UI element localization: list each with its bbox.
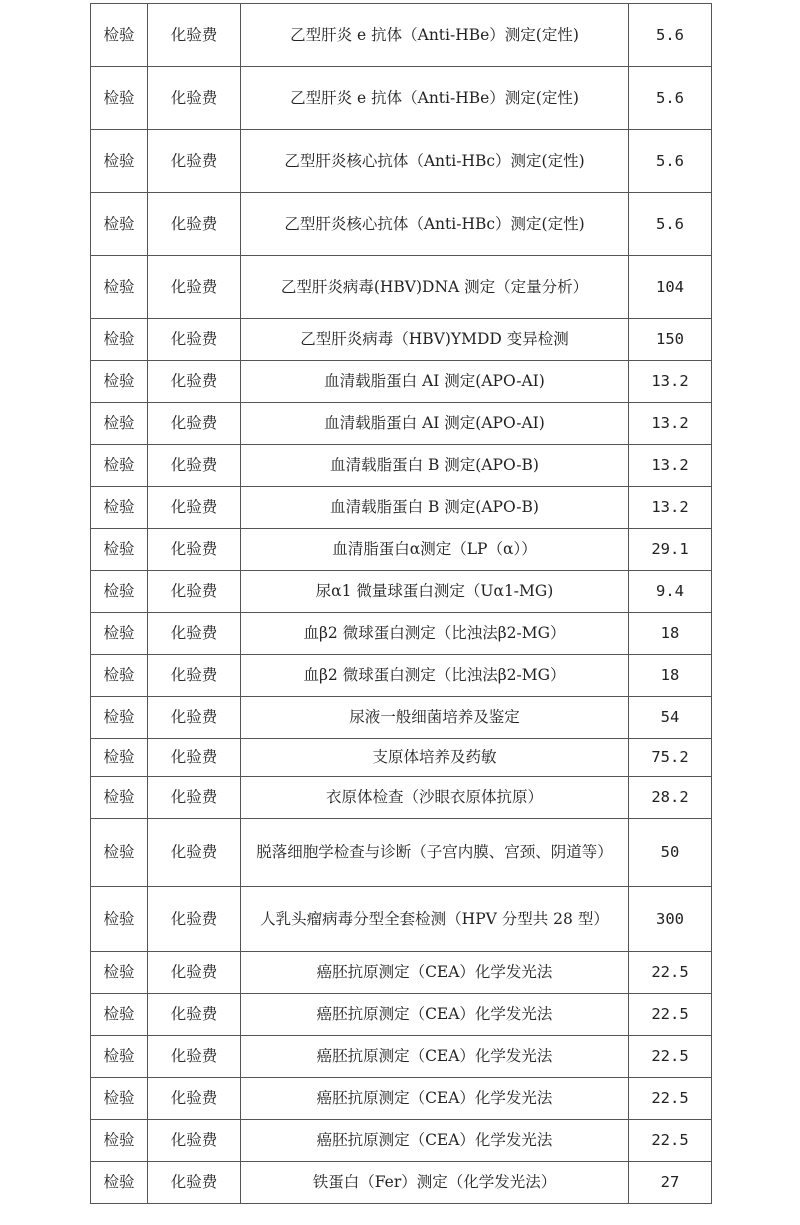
price-cell: 5.6 bbox=[629, 193, 712, 256]
item-name-cell: 癌胚抗原测定（CEA）化学发光法 bbox=[241, 1120, 629, 1162]
category-cell: 检验 bbox=[91, 952, 148, 994]
fee-type-cell: 化验费 bbox=[148, 1120, 241, 1162]
item-name-cell: 血清载脂蛋白 AI 测定(APO-AI) bbox=[241, 361, 629, 403]
category-cell: 检验 bbox=[91, 994, 148, 1036]
price-cell: 13.2 bbox=[629, 445, 712, 487]
category-cell: 检验 bbox=[91, 130, 148, 193]
item-name-cell: 尿液一般细菌培养及鉴定 bbox=[241, 697, 629, 739]
table-row bbox=[91, 1078, 712, 1120]
table-row bbox=[91, 655, 712, 697]
fee-type-cell: 化验费 bbox=[148, 571, 241, 613]
fee-type-cell: 化验费 bbox=[148, 361, 241, 403]
category-cell: 检验 bbox=[91, 887, 148, 952]
table-row bbox=[91, 1120, 712, 1162]
item-name-cell: 血β2 微球蛋白测定（比浊法β2-MG） bbox=[241, 613, 629, 655]
table-row bbox=[91, 67, 712, 130]
table-row bbox=[91, 487, 712, 529]
price-cell: 104 bbox=[629, 256, 712, 319]
table-row bbox=[91, 819, 712, 887]
table-row bbox=[91, 952, 712, 994]
table-row bbox=[91, 361, 712, 403]
price-cell: 5.6 bbox=[629, 67, 712, 130]
table-row bbox=[91, 130, 712, 193]
fee-type-cell: 化验费 bbox=[148, 994, 241, 1036]
table-row bbox=[91, 319, 712, 361]
item-name-cell: 乙型肝炎病毒(HBV)DNA 测定（定量分析） bbox=[241, 256, 629, 319]
price-cell: 150 bbox=[629, 319, 712, 361]
category-cell: 检验 bbox=[91, 403, 148, 445]
table-row bbox=[91, 777, 712, 819]
item-name-cell: 癌胚抗原测定（CEA）化学发光法 bbox=[241, 952, 629, 994]
table-row bbox=[91, 193, 712, 256]
table-row bbox=[91, 1162, 712, 1204]
fee-type-cell: 化验费 bbox=[148, 256, 241, 319]
price-cell: 13.2 bbox=[629, 403, 712, 445]
category-cell: 检验 bbox=[91, 445, 148, 487]
category-cell: 检验 bbox=[91, 319, 148, 361]
fee-type-cell: 化验费 bbox=[148, 319, 241, 361]
price-cell: 18 bbox=[629, 655, 712, 697]
table-row bbox=[91, 445, 712, 487]
category-cell: 检验 bbox=[91, 361, 148, 403]
fee-type-cell: 化验费 bbox=[148, 193, 241, 256]
price-cell: 18 bbox=[629, 613, 712, 655]
item-name-cell: 血β2 微球蛋白测定（比浊法β2-MG） bbox=[241, 655, 629, 697]
item-name-cell: 乙型肝炎 e 抗体（Anti-HBe）测定(定性) bbox=[241, 4, 629, 67]
category-cell: 检验 bbox=[91, 487, 148, 529]
fee-type-cell: 化验费 bbox=[148, 67, 241, 130]
item-name-cell: 血清载脂蛋白 B 测定(APO-B) bbox=[241, 445, 629, 487]
category-cell: 检验 bbox=[91, 739, 148, 777]
table-row bbox=[91, 256, 712, 319]
category-cell: 检验 bbox=[91, 67, 148, 130]
category-cell: 检验 bbox=[91, 819, 148, 887]
category-cell: 检验 bbox=[91, 1078, 148, 1120]
fee-type-cell: 化验费 bbox=[148, 1078, 241, 1120]
table-row bbox=[91, 887, 712, 952]
fee-type-cell: 化验费 bbox=[148, 445, 241, 487]
fee-table bbox=[90, 3, 712, 1204]
item-name-cell: 癌胚抗原测定（CEA）化学发光法 bbox=[241, 1078, 629, 1120]
item-name-cell: 乙型肝炎 e 抗体（Anti-HBe）测定(定性) bbox=[241, 67, 629, 130]
table-row bbox=[91, 571, 712, 613]
price-cell: 22.5 bbox=[629, 994, 712, 1036]
item-name-cell: 癌胚抗原测定（CEA）化学发光法 bbox=[241, 1036, 629, 1078]
price-cell: 29.1 bbox=[629, 529, 712, 571]
item-name-cell: 乙型肝炎核心抗体（Anti-HBc）测定(定性) bbox=[241, 130, 629, 193]
item-name-cell: 尿α1 微量球蛋白测定（Uα1-MG) bbox=[241, 571, 629, 613]
price-cell: 28.2 bbox=[629, 777, 712, 819]
table-row bbox=[91, 1036, 712, 1078]
table-row bbox=[91, 403, 712, 445]
price-cell: 27 bbox=[629, 1162, 712, 1204]
table-row bbox=[91, 4, 712, 67]
category-cell: 检验 bbox=[91, 529, 148, 571]
fee-type-cell: 化验费 bbox=[148, 777, 241, 819]
fee-type-cell: 化验费 bbox=[148, 1036, 241, 1078]
category-cell: 检验 bbox=[91, 4, 148, 67]
item-name-cell: 衣原体检查（沙眼衣原体抗原） bbox=[241, 777, 629, 819]
item-name-cell: 乙型肝炎核心抗体（Anti-HBc）测定(定性) bbox=[241, 193, 629, 256]
table-row bbox=[91, 529, 712, 571]
price-cell: 22.5 bbox=[629, 1078, 712, 1120]
price-cell: 50 bbox=[629, 819, 712, 887]
fee-type-cell: 化验费 bbox=[148, 697, 241, 739]
fee-type-cell: 化验费 bbox=[148, 1162, 241, 1204]
category-cell: 检验 bbox=[91, 613, 148, 655]
price-cell: 22.5 bbox=[629, 952, 712, 994]
category-cell: 检验 bbox=[91, 697, 148, 739]
fee-type-cell: 化验费 bbox=[148, 487, 241, 529]
price-cell: 75.2 bbox=[629, 739, 712, 777]
fee-type-cell: 化验费 bbox=[148, 529, 241, 571]
fee-table-body bbox=[91, 4, 712, 1204]
price-cell: 13.2 bbox=[629, 361, 712, 403]
item-name-cell: 血清脂蛋白α测定（LP（α）） bbox=[241, 529, 629, 571]
category-cell: 检验 bbox=[91, 1162, 148, 1204]
table-row bbox=[91, 994, 712, 1036]
table-row bbox=[91, 613, 712, 655]
item-name-cell: 癌胚抗原测定（CEA）化学发光法 bbox=[241, 994, 629, 1036]
price-cell: 5.6 bbox=[629, 130, 712, 193]
fee-type-cell: 化验费 bbox=[148, 952, 241, 994]
fee-type-cell: 化验费 bbox=[148, 130, 241, 193]
item-name-cell: 血清载脂蛋白 B 测定(APO-B) bbox=[241, 487, 629, 529]
category-cell: 检验 bbox=[91, 256, 148, 319]
item-name-cell: 铁蛋白（Fer）测定（化学发光法） bbox=[241, 1162, 629, 1204]
price-cell: 9.4 bbox=[629, 571, 712, 613]
fee-type-cell: 化验费 bbox=[148, 613, 241, 655]
fee-type-cell: 化验费 bbox=[148, 739, 241, 777]
item-name-cell: 支原体培养及药敏 bbox=[241, 739, 629, 777]
table-row bbox=[91, 739, 712, 777]
item-name-cell: 乙型肝炎病毒（HBV)YMDD 变异检测 bbox=[241, 319, 629, 361]
price-cell: 13.2 bbox=[629, 487, 712, 529]
price-cell: 54 bbox=[629, 697, 712, 739]
fee-type-cell: 化验费 bbox=[148, 887, 241, 952]
price-cell: 22.5 bbox=[629, 1036, 712, 1078]
item-name-cell: 脱落细胞学检查与诊断（子宫内膜、宫颈、阴道等） bbox=[241, 819, 629, 887]
category-cell: 检验 bbox=[91, 777, 148, 819]
category-cell: 检验 bbox=[91, 1036, 148, 1078]
price-cell: 300 bbox=[629, 887, 712, 952]
fee-type-cell: 化验费 bbox=[148, 4, 241, 67]
category-cell: 检验 bbox=[91, 655, 148, 697]
item-name-cell: 人乳头瘤病毒分型全套检测（HPV 分型共 28 型） bbox=[241, 887, 629, 952]
category-cell: 检验 bbox=[91, 571, 148, 613]
table-row bbox=[91, 697, 712, 739]
category-cell: 检验 bbox=[91, 193, 148, 256]
fee-type-cell: 化验费 bbox=[148, 819, 241, 887]
price-cell: 22.5 bbox=[629, 1120, 712, 1162]
price-cell: 5.6 bbox=[629, 4, 712, 67]
item-name-cell: 血清载脂蛋白 AI 测定(APO-AI) bbox=[241, 403, 629, 445]
fee-type-cell: 化验费 bbox=[148, 403, 241, 445]
category-cell: 检验 bbox=[91, 1120, 148, 1162]
fee-type-cell: 化验费 bbox=[148, 655, 241, 697]
